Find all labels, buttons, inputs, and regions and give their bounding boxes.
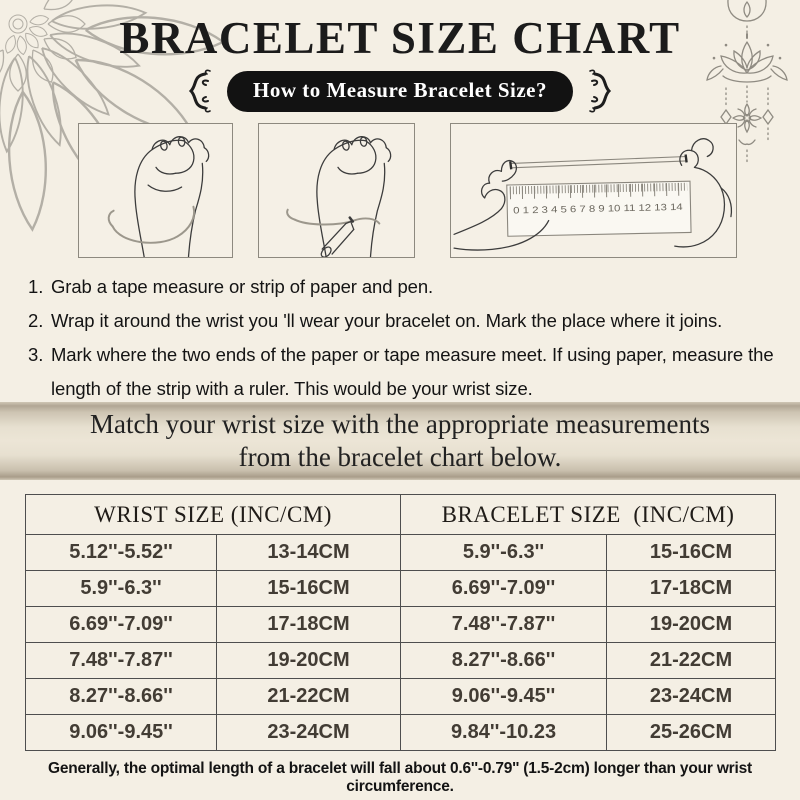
illustration-box-pen bbox=[258, 123, 415, 258]
how-to-badge: How to Measure Bracelet Size? bbox=[227, 71, 573, 112]
table-cell: 9.84''-10.23 bbox=[401, 715, 607, 751]
bracelet-size-header: BRACELET SIZE (INC/CM) bbox=[401, 495, 776, 535]
table-cell: 5.9''-6.3'' bbox=[401, 535, 607, 571]
table-cell: 5.9''-6.3'' bbox=[26, 571, 217, 607]
instruction-text: Wrap it around the wrist you 'll wear your bracelet on. Mark the place where it joins. bbox=[51, 310, 723, 331]
instruction-number: 3. bbox=[28, 344, 44, 365]
table-cell: 19-20CM bbox=[217, 643, 401, 679]
fist-pen-illustration bbox=[259, 124, 414, 257]
page-title: BRACELET SIZE CHART bbox=[119, 13, 681, 63]
table-cell: 17-18CM bbox=[607, 571, 776, 607]
banner-line-2: from the bracelet chart below. bbox=[238, 442, 562, 472]
table-cell: 8.27''-8.66'' bbox=[26, 679, 217, 715]
table-cell: 19-20CM bbox=[607, 607, 776, 643]
table-cell: 15-16CM bbox=[217, 571, 401, 607]
table-cell: 15-16CM bbox=[607, 535, 776, 571]
table-row bbox=[26, 571, 776, 607]
match-banner bbox=[0, 402, 800, 480]
wrist-size-header: WRIST SIZE (INC/CM) bbox=[26, 495, 401, 535]
instruction-number: 2. bbox=[28, 310, 44, 331]
table-cell: 17-18CM bbox=[217, 607, 401, 643]
fist-tape-illustration bbox=[79, 124, 232, 257]
table-cell: 7.48''-7.87'' bbox=[26, 643, 217, 679]
illustration-box-ruler bbox=[450, 123, 737, 258]
table-cell: 6.69''-7.09'' bbox=[401, 571, 607, 607]
instruction-item bbox=[28, 304, 790, 338]
table-cell: 7.48''-7.87'' bbox=[401, 607, 607, 643]
table-cell: 23-24CM bbox=[217, 715, 401, 751]
table-cell: 23-24CM bbox=[607, 679, 776, 715]
table-row bbox=[26, 643, 776, 679]
ruler-measure-illustration bbox=[451, 124, 736, 257]
table-row bbox=[26, 607, 776, 643]
instruction-text: Grab a tape measure or strip of paper and pen. bbox=[51, 276, 434, 297]
instruction-text: Mark where the two ends of the paper or tape measure meet. If using paper, measure the length of the strip with a ruler. This would be your wrist size. bbox=[51, 344, 774, 399]
table-cell: 13-14CM bbox=[217, 535, 401, 571]
table-row bbox=[26, 715, 776, 751]
instruction-item bbox=[28, 338, 790, 406]
footnote-text: Generally, the optimal length of a bracelet will fall about 0.6''-0.79'' (1.5-2cm) longer than your wrist circumference. bbox=[47, 760, 753, 795]
size-table bbox=[25, 494, 776, 751]
illustration-row bbox=[78, 123, 737, 258]
instructions-list bbox=[28, 270, 790, 406]
table-cell: 8.27''-8.66'' bbox=[401, 643, 607, 679]
banner-line-1: Match your wrist size with the appropriate measurements bbox=[89, 409, 711, 439]
table-cell: 25-26CM bbox=[607, 715, 776, 751]
table-cell: 21-22CM bbox=[217, 679, 401, 715]
illustration-box-tape bbox=[78, 123, 233, 258]
table-cell: 9.06''-9.45'' bbox=[26, 715, 217, 751]
table-row bbox=[26, 679, 776, 715]
table-cell: 6.69''-7.09'' bbox=[26, 607, 217, 643]
instruction-item bbox=[28, 270, 790, 304]
table-cell: 5.12''-5.52'' bbox=[26, 535, 217, 571]
table-cell: 9.06''-9.45'' bbox=[401, 679, 607, 715]
ruler-numbers: 0 1 2 3 4 5 6 7 8 9 10 11 12 13 14 bbox=[513, 202, 653, 216]
table-cell: 21-22CM bbox=[607, 643, 776, 679]
left-flourish-icon bbox=[178, 68, 212, 114]
right-flourish-icon bbox=[588, 68, 622, 114]
instruction-number: 1. bbox=[28, 276, 44, 297]
how-to-badge-row bbox=[0, 68, 800, 114]
table-header-row bbox=[26, 495, 776, 535]
table-row bbox=[26, 535, 776, 571]
